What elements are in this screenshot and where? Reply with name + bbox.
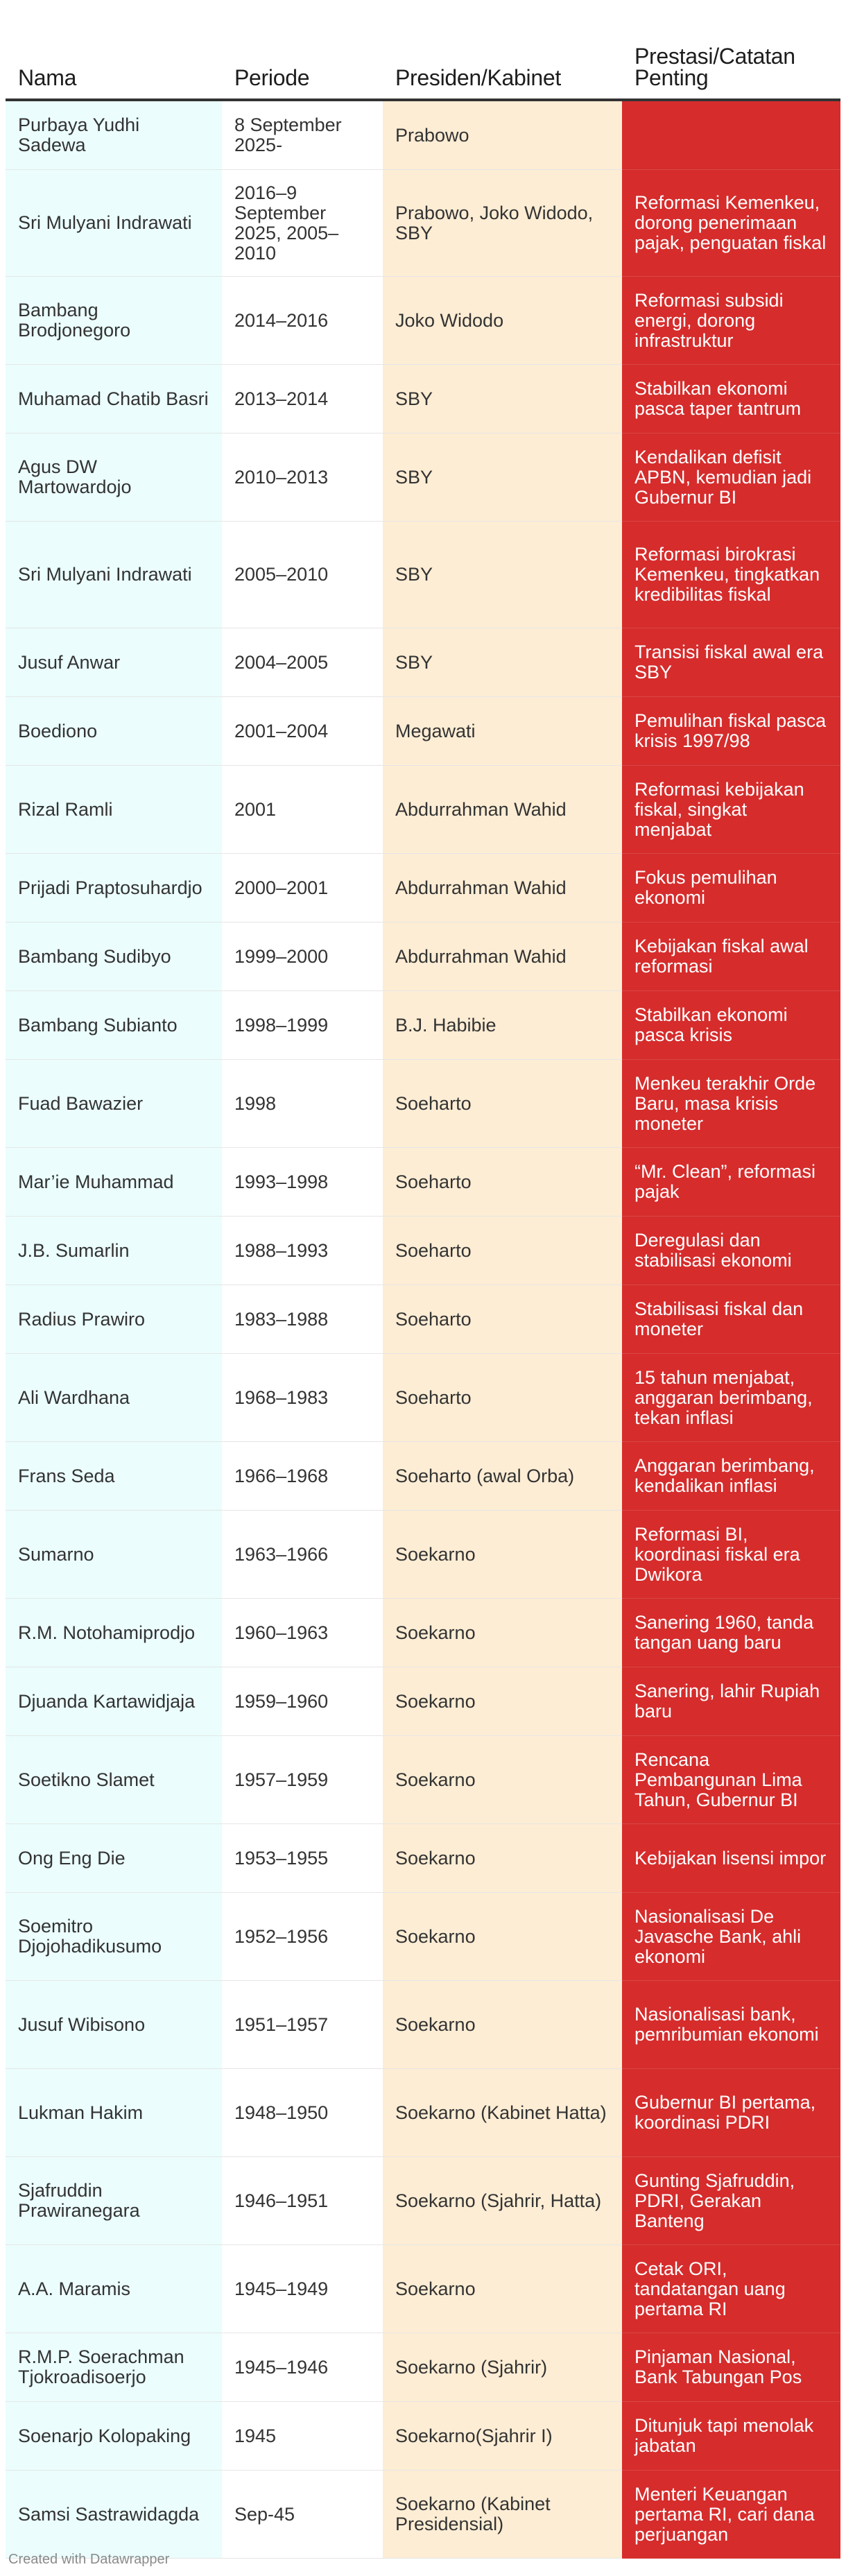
cell-prestasi: Nasionalisasi bank, pemribumian ekonomi bbox=[622, 1981, 840, 2069]
cell-prestasi: Kebijakan fiskal awal reformasi bbox=[622, 922, 840, 991]
cell-nama: Jusuf Anwar bbox=[6, 628, 222, 697]
cell-nama: Djuanda Kartawidjaja bbox=[6, 1667, 222, 1736]
ministers-table bbox=[6, 0, 840, 2559]
cell-periode: 2004–2005 bbox=[222, 628, 383, 697]
cell-nama: Radius Prawiro bbox=[6, 1285, 222, 1354]
cell-periode: 1998 bbox=[222, 1060, 383, 1148]
cell-presiden: SBY bbox=[383, 433, 622, 522]
cell-nama: Sri Mulyani Indrawati bbox=[6, 170, 222, 277]
cell-periode: 1951–1957 bbox=[222, 1981, 383, 2069]
cell-prestasi: Pinjaman Nasional, Bank Tabungan Pos bbox=[622, 2333, 840, 2402]
column-header-prestasi[interactable]: Prestasi/Catatan Penting bbox=[622, 0, 840, 100]
cell-periode: 2005–2010 bbox=[222, 522, 383, 628]
cell-nama: Soemitro Djojohadikusumo bbox=[6, 1893, 222, 1981]
cell-nama: Bambang Brodjonegoro bbox=[6, 277, 222, 365]
cell-periode: 1998–1999 bbox=[222, 991, 383, 1060]
cell-presiden: Soekarno bbox=[383, 1511, 622, 1599]
cell-nama: Boediono bbox=[6, 697, 222, 766]
cell-presiden: Soekarno bbox=[383, 1893, 622, 1981]
table-row bbox=[6, 433, 840, 522]
cell-prestasi: Pemulihan fiskal pasca krisis 1997/98 bbox=[622, 697, 840, 766]
column-header-nama[interactable]: Nama bbox=[6, 0, 222, 100]
cell-prestasi: Deregulasi dan stabilisasi ekonomi bbox=[622, 1217, 840, 1285]
table-row bbox=[6, 2069, 840, 2157]
table-row bbox=[6, 170, 840, 277]
cell-periode: 1983–1988 bbox=[222, 1285, 383, 1354]
cell-periode: 2016–9 September 2025, 2005–2010 bbox=[222, 170, 383, 277]
cell-presiden: Abdurrahman Wahid bbox=[383, 922, 622, 991]
cell-prestasi: Fokus pemulihan ekonomi bbox=[622, 854, 840, 922]
cell-prestasi: Sanering 1960, tanda tangan uang baru bbox=[622, 1599, 840, 1667]
cell-periode: 1952–1956 bbox=[222, 1893, 383, 1981]
table-row bbox=[6, 277, 840, 365]
cell-presiden: Soeharto bbox=[383, 1148, 622, 1217]
cell-prestasi: Reformasi subsidi energi, dorong infrastruktur bbox=[622, 277, 840, 365]
datawrapper-credit[interactable]: Created with Datawrapper bbox=[8, 2552, 170, 2567]
cell-presiden: Joko Widodo bbox=[383, 277, 622, 365]
cell-presiden: Megawati bbox=[383, 697, 622, 766]
cell-presiden: Soekarno bbox=[383, 1599, 622, 1667]
table-row bbox=[6, 1060, 840, 1148]
cell-nama: Frans Seda bbox=[6, 1442, 222, 1511]
cell-nama: Bambang Sudibyo bbox=[6, 922, 222, 991]
cell-periode: 1948–1950 bbox=[222, 2069, 383, 2157]
cell-periode: 1945 bbox=[222, 2402, 383, 2471]
cell-periode: 1957–1959 bbox=[222, 1736, 383, 1824]
column-header-periode[interactable]: Periode bbox=[222, 0, 383, 100]
cell-prestasi: Cetak ORI, tandatangan uang pertama RI bbox=[622, 2245, 840, 2333]
cell-prestasi: Anggaran berimbang, kendalikan inflasi bbox=[622, 1442, 840, 1511]
cell-presiden: Soeharto bbox=[383, 1217, 622, 1285]
cell-periode: 2014–2016 bbox=[222, 277, 383, 365]
cell-nama: Sri Mulyani Indrawati bbox=[6, 522, 222, 628]
cell-prestasi bbox=[622, 100, 840, 170]
cell-nama: Ong Eng Die bbox=[6, 1824, 222, 1893]
table-row bbox=[6, 1736, 840, 1824]
cell-periode: 2013–2014 bbox=[222, 365, 383, 433]
table-row bbox=[6, 1442, 840, 1511]
cell-presiden: Soekarno bbox=[383, 1736, 622, 1824]
table-row bbox=[6, 2471, 840, 2559]
cell-presiden: Prabowo bbox=[383, 100, 622, 170]
cell-presiden: Soekarno (Sjahrir, Hatta) bbox=[383, 2157, 622, 2245]
cell-nama: R.M. Notohamiprodjo bbox=[6, 1599, 222, 1667]
cell-prestasi: Nasionalisasi De Javasche Bank, ahli ekonomi bbox=[622, 1893, 840, 1981]
cell-presiden: Soeharto (awal Orba) bbox=[383, 1442, 622, 1511]
cell-periode: 2001–2004 bbox=[222, 697, 383, 766]
cell-prestasi: Menkeu terakhir Orde Baru, masa krisis moneter bbox=[622, 1060, 840, 1148]
cell-presiden: Prabowo, Joko Widodo, SBY bbox=[383, 170, 622, 277]
cell-prestasi: Kebijakan lisensi impor bbox=[622, 1824, 840, 1893]
table-row bbox=[6, 1667, 840, 1736]
cell-prestasi: Stabilkan ekonomi pasca taper tantrum bbox=[622, 365, 840, 433]
table-row bbox=[6, 522, 840, 628]
cell-presiden: Abdurrahman Wahid bbox=[383, 766, 622, 854]
cell-nama: Soenarjo Kolopaking bbox=[6, 2402, 222, 2471]
table-row bbox=[6, 1511, 840, 1599]
table-row bbox=[6, 100, 840, 170]
cell-prestasi: Kendalikan defisit APBN, kemudian jadi Gubernur BI bbox=[622, 433, 840, 522]
table-row bbox=[6, 1285, 840, 1354]
cell-nama: Rizal Ramli bbox=[6, 766, 222, 854]
table-row bbox=[6, 1148, 840, 1217]
table-row bbox=[6, 1599, 840, 1667]
cell-periode: 1988–1993 bbox=[222, 1217, 383, 1285]
cell-presiden: Soeharto bbox=[383, 1354, 622, 1442]
cell-presiden: Abdurrahman Wahid bbox=[383, 854, 622, 922]
cell-periode: 8 September 2025- bbox=[222, 100, 383, 170]
cell-periode: 2000–2001 bbox=[222, 854, 383, 922]
cell-nama: Muhamad Chatib Basri bbox=[6, 365, 222, 433]
table-row bbox=[6, 1217, 840, 1285]
cell-periode: 1999–2000 bbox=[222, 922, 383, 991]
cell-prestasi: 15 tahun menjabat, anggaran berimbang, tekan inflasi bbox=[622, 1354, 840, 1442]
cell-presiden: Soekarno (Kabinet Presidensial) bbox=[383, 2471, 622, 2559]
cell-nama: Purbaya Yudhi Sadewa bbox=[6, 100, 222, 170]
table-row bbox=[6, 628, 840, 697]
cell-presiden: B.J. Habibie bbox=[383, 991, 622, 1060]
table-row bbox=[6, 922, 840, 991]
cell-periode: Sep-45 bbox=[222, 2471, 383, 2559]
cell-prestasi: Stabilisasi fiskal dan moneter bbox=[622, 1285, 840, 1354]
cell-nama: Lukman Hakim bbox=[6, 2069, 222, 2157]
cell-nama: A.A. Maramis bbox=[6, 2245, 222, 2333]
cell-periode: 1945–1946 bbox=[222, 2333, 383, 2402]
header-row bbox=[6, 0, 840, 100]
table-row bbox=[6, 2333, 840, 2402]
table-row bbox=[6, 1824, 840, 1893]
cell-presiden: Soekarno bbox=[383, 1824, 622, 1893]
cell-prestasi: Menteri Keuangan pertama RI, cari dana perjuangan bbox=[622, 2471, 840, 2559]
cell-nama: J.B. Sumarlin bbox=[6, 1217, 222, 1285]
cell-periode: 2001 bbox=[222, 766, 383, 854]
table-row bbox=[6, 365, 840, 433]
cell-prestasi: Reformasi kebijakan fiskal, singkat menjabat bbox=[622, 766, 840, 854]
table-row bbox=[6, 1981, 840, 2069]
cell-presiden: Soekarno bbox=[383, 1981, 622, 2069]
cell-prestasi: Transisi fiskal awal era SBY bbox=[622, 628, 840, 697]
cell-periode: 1946–1951 bbox=[222, 2157, 383, 2245]
cell-nama: R.M.P. Soerachman Tjokroadisoerjo bbox=[6, 2333, 222, 2402]
table-row bbox=[6, 1354, 840, 1442]
table-row bbox=[6, 854, 840, 922]
table-row bbox=[6, 766, 840, 854]
cell-prestasi: Gunting Sjafruddin, PDRI, Gerakan Banteng bbox=[622, 2157, 840, 2245]
table-row bbox=[6, 697, 840, 766]
table-row bbox=[6, 1893, 840, 1981]
table-row bbox=[6, 991, 840, 1060]
cell-prestasi: Gubernur BI pertama, koordinasi PDRI bbox=[622, 2069, 840, 2157]
cell-prestasi: Reformasi birokrasi Kemenkeu, tingkatkan kredibilitas fiskal bbox=[622, 522, 840, 628]
cell-periode: 1959–1960 bbox=[222, 1667, 383, 1736]
cell-prestasi: Ditunjuk tapi menolak jabatan bbox=[622, 2402, 840, 2471]
cell-prestasi: Reformasi BI, koordinasi fiskal era Dwikora bbox=[622, 1511, 840, 1599]
cell-periode: 1966–1968 bbox=[222, 1442, 383, 1511]
cell-periode: 1968–1983 bbox=[222, 1354, 383, 1442]
table-row bbox=[6, 2245, 840, 2333]
cell-prestasi: “Mr. Clean”, reformasi pajak bbox=[622, 1148, 840, 1217]
table-row bbox=[6, 2402, 840, 2471]
cell-nama: Bambang Subianto bbox=[6, 991, 222, 1060]
cell-nama: Sjafruddin Prawiranegara bbox=[6, 2157, 222, 2245]
cell-presiden: SBY bbox=[383, 628, 622, 697]
cell-nama: Agus DW Martowardojo bbox=[6, 433, 222, 522]
cell-nama: Fuad Bawazier bbox=[6, 1060, 222, 1148]
cell-periode: 1963–1966 bbox=[222, 1511, 383, 1599]
cell-nama: Samsi Sastrawidagda bbox=[6, 2471, 222, 2559]
cell-periode: 1953–1955 bbox=[222, 1824, 383, 1893]
cell-periode: 1960–1963 bbox=[222, 1599, 383, 1667]
cell-periode: 2010–2013 bbox=[222, 433, 383, 522]
cell-nama: Mar’ie Muhammad bbox=[6, 1148, 222, 1217]
cell-presiden: Soeharto bbox=[383, 1285, 622, 1354]
cell-prestasi: Reformasi Kemenkeu, dorong penerimaan pajak, penguatan fiskal bbox=[622, 170, 840, 277]
cell-prestasi: Stabilkan ekonomi pasca krisis bbox=[622, 991, 840, 1060]
cell-periode: 1945–1949 bbox=[222, 2245, 383, 2333]
cell-nama: Prijadi Praptosuhardjo bbox=[6, 854, 222, 922]
cell-periode: 1993–1998 bbox=[222, 1148, 383, 1217]
cell-presiden: Soekarno bbox=[383, 2245, 622, 2333]
cell-presiden: Soekarno (Kabinet Hatta) bbox=[383, 2069, 622, 2157]
cell-nama: Sumarno bbox=[6, 1511, 222, 1599]
column-header-presiden[interactable]: Presiden/Kabinet bbox=[383, 0, 622, 100]
cell-nama: Soetikno Slamet bbox=[6, 1736, 222, 1824]
table-row bbox=[6, 2157, 840, 2245]
cell-presiden: Soeharto bbox=[383, 1060, 622, 1148]
cell-presiden: Soekarno bbox=[383, 1667, 622, 1736]
cell-prestasi: Rencana Pembangunan Lima Tahun, Gubernur BI bbox=[622, 1736, 840, 1824]
cell-presiden: SBY bbox=[383, 522, 622, 628]
cell-presiden: Soekarno (Sjahrir) bbox=[383, 2333, 622, 2402]
cell-nama: Jusuf Wibisono bbox=[6, 1981, 222, 2069]
cell-nama: Ali Wardhana bbox=[6, 1354, 222, 1442]
cell-presiden: SBY bbox=[383, 365, 622, 433]
cell-prestasi: Sanering, lahir Rupiah baru bbox=[622, 1667, 840, 1736]
cell-presiden: Soekarno(Sjahrir I) bbox=[383, 2402, 622, 2471]
